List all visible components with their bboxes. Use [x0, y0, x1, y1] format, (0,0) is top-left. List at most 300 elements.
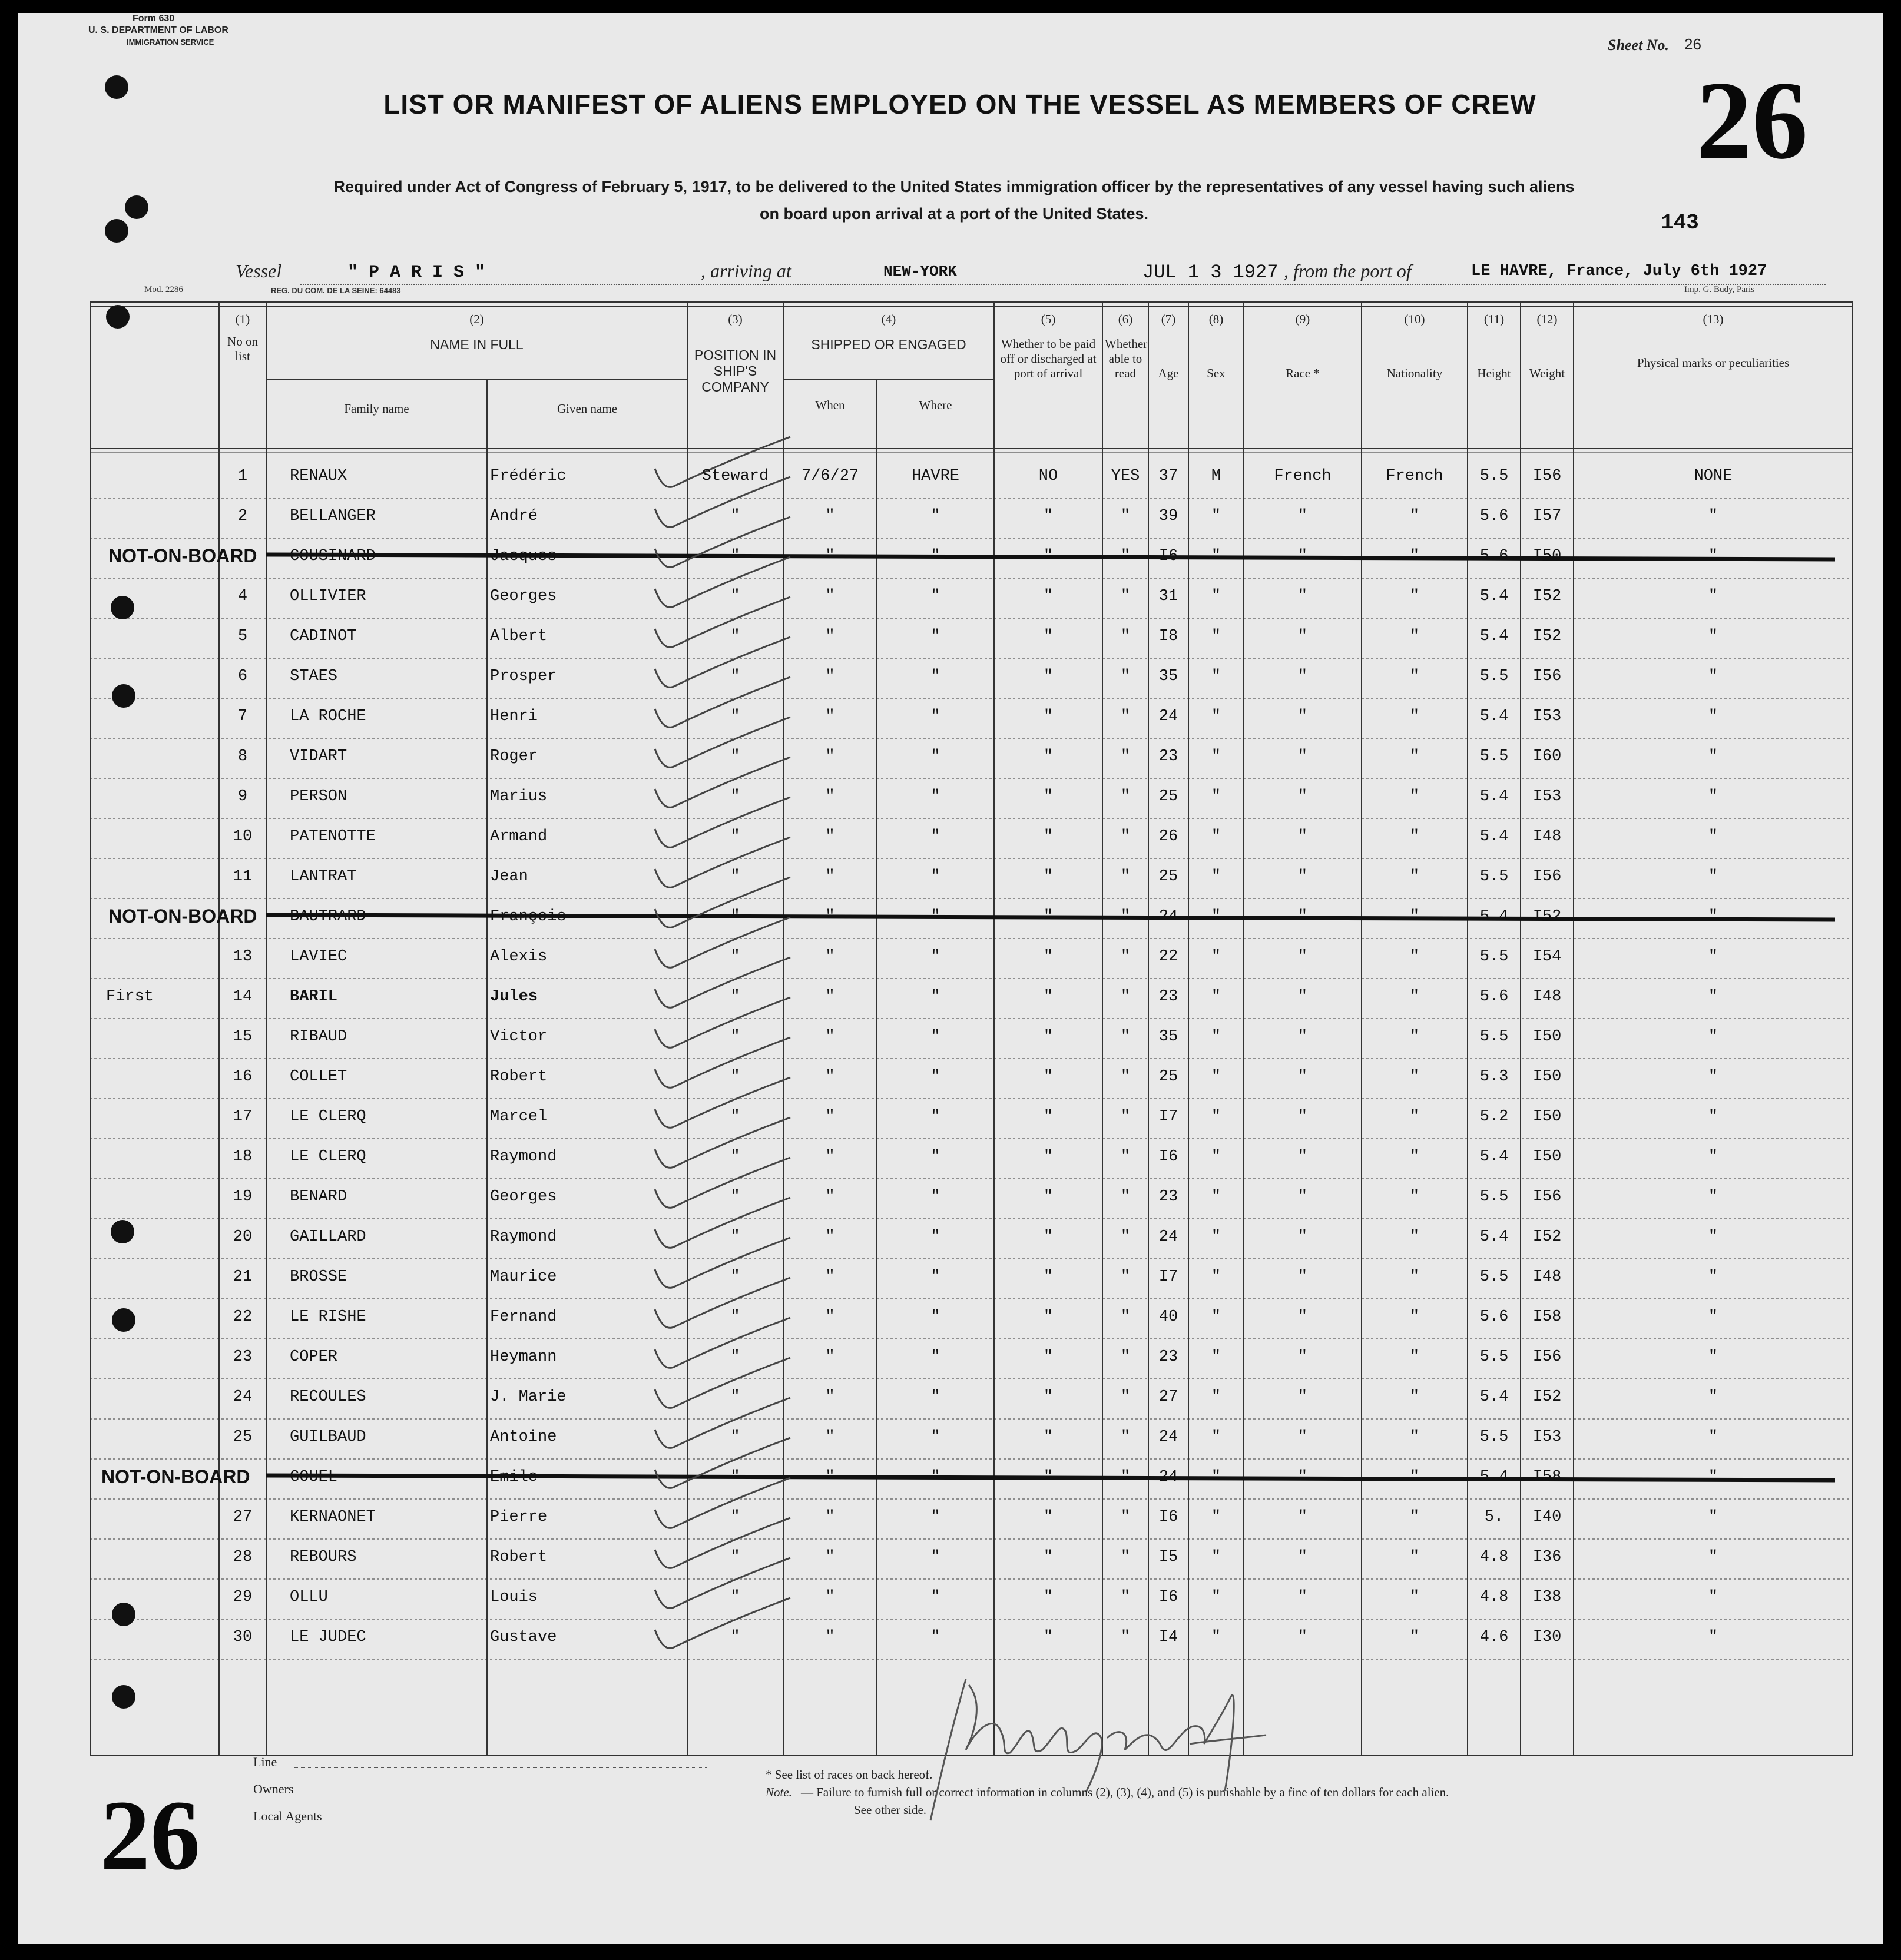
age: I6: [1158, 1588, 1178, 1606]
family-name: REBOURS: [290, 1548, 357, 1566]
stamp-number: 143: [1661, 211, 1699, 235]
row-number: 2: [237, 508, 248, 525]
height: 5.4: [1479, 1468, 1509, 1486]
position: ": [730, 628, 740, 645]
family-name-header: Family name: [344, 402, 409, 416]
sex: ": [1211, 508, 1221, 525]
position: ": [730, 908, 740, 926]
physical-marks: ": [1708, 1028, 1718, 1046]
position: ": [730, 1108, 740, 1126]
able-to-read: ": [1120, 1388, 1131, 1406]
weight: I48: [1532, 828, 1562, 845]
sex: ": [1211, 1228, 1221, 1246]
position: ": [730, 1148, 740, 1166]
race: ": [1297, 868, 1308, 886]
row-number: 17: [233, 1108, 253, 1126]
shipped-when: ": [825, 708, 835, 725]
shipped-when: ": [825, 1588, 835, 1606]
able-to-read: ": [1120, 588, 1131, 605]
able-to-read: ": [1120, 548, 1131, 565]
shipped-when: ": [825, 1348, 835, 1366]
position: ": [730, 1388, 740, 1406]
row-number: 4: [237, 588, 248, 605]
row-number: 29: [233, 1588, 253, 1606]
given-name: Henri: [490, 708, 538, 725]
nationality: ": [1409, 588, 1420, 605]
family-name: RIBAUD: [290, 1028, 347, 1046]
arriving-port: NEW-YORK: [883, 263, 957, 280]
weight: I50: [1532, 1068, 1562, 1086]
sex: ": [1211, 1588, 1221, 1606]
column-number: (7): [1161, 312, 1176, 326]
height: 5.6: [1479, 988, 1509, 1006]
sex: ": [1211, 868, 1221, 886]
shipped-when: ": [825, 1508, 835, 1526]
shipped-when: ": [825, 1548, 835, 1566]
race: ": [1297, 788, 1308, 805]
age: 26: [1158, 828, 1178, 845]
sex: ": [1211, 828, 1221, 845]
sex: ": [1211, 708, 1221, 725]
height: 5.6: [1479, 548, 1509, 565]
weight: I50: [1532, 1028, 1562, 1046]
age: I4: [1158, 1629, 1178, 1646]
shipped-where: ": [930, 1428, 940, 1446]
height: 5.5: [1479, 668, 1509, 685]
family-name: VIDART: [290, 748, 347, 765]
family-name: GAILLARD: [290, 1228, 366, 1246]
race: ": [1297, 1068, 1308, 1086]
able-to-read: ": [1120, 1228, 1131, 1246]
nationality: ": [1409, 548, 1420, 565]
crew-row: [18, 708, 1883, 729]
shipped-when: ": [825, 548, 835, 565]
position: ": [730, 1228, 740, 1246]
physical-marks: ": [1708, 668, 1718, 685]
requirement-line-1: Required under Act of Congress of February 5, 1917, to be delivered to the United States immigration officer by the representatives of any vessel having such aliens: [333, 178, 1575, 195]
crew-row: [18, 1028, 1883, 1049]
sex: ": [1211, 1308, 1221, 1326]
family-name: LE CLERQ: [290, 1148, 366, 1166]
given-name: Raymond: [490, 1228, 557, 1246]
age: 23: [1158, 1188, 1178, 1206]
age: 23: [1158, 748, 1178, 765]
column-number: (10): [1404, 312, 1425, 326]
able-to-read: ": [1120, 948, 1131, 966]
line-rule: [294, 1767, 707, 1768]
height: 5.6: [1479, 508, 1509, 525]
column-header-label: POSITION IN SHIP'S COMPANY: [694, 347, 777, 394]
shipped-when: ": [825, 788, 835, 805]
family-name: CADINOT: [290, 628, 357, 645]
shipped-when: ": [825, 1428, 835, 1446]
shipped-where: ": [930, 988, 940, 1006]
race: ": [1297, 1348, 1308, 1366]
crew-row: [18, 1348, 1883, 1369]
shipped-where: ": [930, 1548, 940, 1566]
physical-marks: ": [1708, 508, 1718, 525]
row-number: 14: [233, 988, 253, 1006]
physical-marks: ": [1708, 948, 1718, 966]
sex: ": [1211, 1108, 1221, 1126]
column-header-label: Whether able to read: [1105, 337, 1148, 380]
crew-row: [18, 1068, 1883, 1089]
able-to-read: ": [1120, 1188, 1131, 1206]
family-name: BELLANGER: [290, 508, 376, 525]
row-number: 27: [233, 1508, 253, 1526]
physical-marks: ": [1708, 1188, 1718, 1206]
given-name: Roger: [490, 748, 538, 765]
column-header-label: SHIPPED OR ENGAGED: [811, 337, 966, 352]
weight: I57: [1532, 508, 1562, 525]
sex: ": [1211, 1148, 1221, 1166]
crew-row: [18, 1188, 1883, 1209]
shipped-where: ": [930, 788, 940, 805]
race: ": [1297, 1468, 1308, 1486]
age: 37: [1158, 467, 1178, 485]
shipped-where: ": [930, 948, 940, 966]
age: 24: [1158, 1428, 1178, 1446]
family-name: BROSSE: [290, 1268, 347, 1286]
able-to-read: ": [1120, 508, 1131, 525]
shipped-when: ": [825, 748, 835, 765]
row-number: 15: [233, 1028, 253, 1046]
crew-row: [18, 1148, 1883, 1169]
age: 22: [1158, 948, 1178, 966]
races-note: * See list of races on back hereof.: [766, 1767, 933, 1782]
position: ": [730, 1268, 740, 1286]
paid-off: ": [1043, 1508, 1054, 1526]
sex: ": [1211, 908, 1221, 926]
local-agents-label: Local Agents: [253, 1809, 322, 1823]
able-to-read: ": [1120, 1629, 1131, 1646]
physical-marks: ": [1708, 1148, 1718, 1166]
given-name: Alexis: [490, 948, 548, 966]
shipped-where: ": [930, 1188, 940, 1206]
race: ": [1297, 628, 1308, 645]
row-number: 20: [233, 1228, 253, 1246]
given-name: Jacques: [490, 548, 557, 565]
able-to-read: ": [1120, 1108, 1131, 1126]
given-name: Louis: [490, 1588, 538, 1606]
punch-hole: [125, 195, 148, 219]
nationality: French: [1386, 467, 1443, 485]
crew-row: [18, 668, 1883, 689]
position: ": [730, 1588, 740, 1606]
crew-row: [18, 1308, 1883, 1329]
weight: I48: [1532, 1268, 1562, 1286]
punch-hole: [111, 596, 134, 619]
height: 5.5: [1479, 948, 1509, 966]
shipped-where: ": [930, 748, 940, 765]
family-name: STAES: [290, 668, 338, 685]
position: ": [730, 1428, 740, 1446]
height: 5.4: [1479, 828, 1509, 845]
race: ": [1297, 1388, 1308, 1406]
paid-off: ": [1043, 1308, 1054, 1326]
row-number: 9: [237, 788, 248, 805]
able-to-read: ": [1120, 1148, 1131, 1166]
paid-off: ": [1043, 1108, 1054, 1126]
shipped-where: ": [930, 1308, 940, 1326]
given-name: François: [490, 908, 567, 926]
age: I7: [1158, 1108, 1178, 1126]
position: ": [730, 588, 740, 605]
shipped-where: ": [930, 1068, 940, 1086]
nationality: ": [1409, 1348, 1420, 1366]
physical-marks: ": [1708, 908, 1718, 926]
given-name: Jean: [490, 868, 528, 886]
paid-off: ": [1043, 548, 1054, 565]
weight: I52: [1532, 1228, 1562, 1246]
height: 5.5: [1479, 868, 1509, 886]
column-number: (12): [1536, 312, 1558, 326]
age: 24: [1158, 908, 1178, 926]
sex: ": [1211, 988, 1221, 1006]
able-to-read: ": [1120, 668, 1131, 685]
shipped-when: ": [825, 1148, 835, 1166]
crew-row: [18, 467, 1883, 489]
weight: I54: [1532, 948, 1562, 966]
weight: I56: [1532, 1348, 1562, 1366]
footer-big-number: 26: [100, 1780, 200, 1891]
race: ": [1297, 508, 1308, 525]
race: ": [1297, 1629, 1308, 1646]
given-name: Georges: [490, 1188, 557, 1206]
sex: ": [1211, 788, 1221, 805]
weight: I40: [1532, 1508, 1562, 1526]
race: ": [1297, 548, 1308, 565]
race: ": [1297, 828, 1308, 845]
shipped-when: ": [825, 1268, 835, 1286]
weight: I53: [1532, 788, 1562, 805]
shipped-where: ": [930, 1028, 940, 1046]
shipped-where: ": [930, 1348, 940, 1366]
age: I8: [1158, 628, 1178, 645]
able-to-read: YES: [1111, 467, 1140, 485]
height: 5.5: [1479, 467, 1509, 485]
weight: I60: [1532, 748, 1562, 765]
position: ": [730, 1028, 740, 1046]
row-number: 18: [233, 1148, 253, 1166]
physical-marks: ": [1708, 1228, 1718, 1246]
age: 39: [1158, 508, 1178, 525]
nationality: ": [1409, 908, 1420, 926]
crew-row: [18, 1468, 1883, 1490]
able-to-read: ": [1120, 1028, 1131, 1046]
paid-off: ": [1043, 1348, 1054, 1366]
physical-marks: ": [1708, 1348, 1718, 1366]
race: ": [1297, 1588, 1308, 1606]
shipped-when: ": [825, 628, 835, 645]
nationality: ": [1409, 1108, 1420, 1126]
family-name: COLLET: [290, 1068, 347, 1086]
able-to-read: ": [1120, 988, 1131, 1006]
paid-off: ": [1043, 748, 1054, 765]
able-to-read: ": [1120, 1468, 1131, 1486]
shipped-where: ": [930, 1629, 940, 1646]
family-name: LE RISHE: [290, 1308, 366, 1326]
position: ": [730, 1508, 740, 1526]
paid-off: ": [1043, 1188, 1054, 1206]
given-name: Armand: [490, 828, 548, 845]
physical-marks: ": [1708, 1108, 1718, 1126]
race: ": [1297, 1188, 1308, 1206]
paid-off: ": [1043, 828, 1054, 845]
crew-row: [18, 1629, 1883, 1650]
row-number: 6: [237, 668, 248, 685]
age: 35: [1158, 668, 1178, 685]
race: ": [1297, 1548, 1308, 1566]
shipped-where: ": [930, 1268, 940, 1286]
weight: I52: [1532, 628, 1562, 645]
position: ": [730, 548, 740, 565]
row-number: 16: [233, 1068, 253, 1086]
nationality: ": [1409, 1068, 1420, 1086]
from-port-label: , from the port of: [1284, 260, 1412, 281]
punch-hole: [111, 1220, 134, 1243]
family-name: PERSON: [290, 788, 347, 805]
weight: I50: [1532, 1108, 1562, 1126]
physical-marks: ": [1708, 1508, 1718, 1526]
able-to-read: ": [1120, 1548, 1131, 1566]
row-number: 19: [233, 1188, 253, 1206]
registration: REG. DU COM. DE LA SEINE: 64483: [271, 286, 401, 295]
vessel-line: [236, 260, 1826, 286]
sex: ": [1211, 1468, 1221, 1486]
see-other-side: See other side.: [854, 1803, 927, 1817]
physical-marks: ": [1708, 828, 1718, 845]
crew-row: [18, 748, 1883, 769]
column-header-label: Whether to be paid off or discharged at port of arrival: [1000, 337, 1097, 380]
family-name: COPER: [290, 1348, 338, 1366]
sex: ": [1211, 668, 1221, 685]
height: 5.5: [1479, 1348, 1509, 1366]
arriving-label: , arriving at: [701, 260, 791, 281]
sheet-number: 26: [1684, 35, 1701, 53]
paid-off: ": [1043, 988, 1054, 1006]
column-header-label: Weight: [1529, 366, 1565, 380]
position: ": [730, 1348, 740, 1366]
family-name: BENARD: [290, 1188, 347, 1206]
vessel-name: " P A R I S ": [347, 263, 486, 283]
race: ": [1297, 988, 1308, 1006]
nationality: ": [1409, 1629, 1420, 1646]
shipped-when: ": [825, 988, 835, 1006]
physical-marks: ": [1708, 548, 1718, 565]
column-number: (5): [1041, 312, 1056, 326]
shipped-when: ": [825, 1028, 835, 1046]
position: ": [730, 1308, 740, 1326]
shipped-where: ": [930, 588, 940, 605]
given-name: Robert: [490, 1548, 548, 1566]
height: 5.5: [1479, 1028, 1509, 1046]
age: I6: [1158, 1148, 1178, 1166]
mod-number: Mod. 2286: [144, 285, 183, 294]
race: ": [1297, 588, 1308, 605]
manifest-sheet: [18, 13, 1883, 1944]
punch-hole: [105, 219, 128, 243]
nationality: ": [1409, 788, 1420, 805]
age: 24: [1158, 708, 1178, 725]
paid-off: ": [1043, 1068, 1054, 1086]
paid-off: ": [1043, 1228, 1054, 1246]
column-number: (6): [1118, 312, 1133, 326]
physical-marks: ": [1708, 708, 1718, 725]
position: ": [730, 988, 740, 1006]
vessel-line-rule: [300, 284, 1826, 285]
able-to-read: ": [1120, 1588, 1131, 1606]
paid-off: ": [1043, 588, 1054, 605]
crew-row: [18, 1268, 1883, 1289]
paid-off: ": [1043, 1629, 1054, 1646]
given-name-header: Given name: [557, 402, 618, 416]
requirement-line-2: on board upon arrival at a port of the United States.: [759, 205, 1149, 223]
sex: ": [1211, 588, 1221, 605]
nationality: ": [1409, 868, 1420, 886]
shipped-when: ": [825, 508, 835, 525]
shipped-when: ": [825, 868, 835, 886]
punch-hole: [112, 1308, 135, 1332]
height: 5.5: [1479, 1428, 1509, 1446]
row-number: 30: [233, 1629, 253, 1646]
column-number: (11): [1483, 312, 1505, 326]
nationality: ": [1409, 1428, 1420, 1446]
given-name: Victor: [490, 1028, 548, 1046]
sex: ": [1211, 1268, 1221, 1286]
position: ": [730, 508, 740, 525]
crew-row: [18, 868, 1883, 889]
paid-off: ": [1043, 1548, 1054, 1566]
where-header: Where: [919, 398, 952, 412]
weight: I53: [1532, 1428, 1562, 1446]
shipped-where: ": [930, 908, 940, 926]
weight: I36: [1532, 1548, 1562, 1566]
race: ": [1297, 1028, 1308, 1046]
able-to-read: ": [1120, 908, 1131, 926]
crew-row: [18, 1388, 1883, 1410]
weight: I56: [1532, 868, 1562, 886]
physical-marks: ": [1708, 1548, 1718, 1566]
able-to-read: ": [1120, 788, 1131, 805]
given-name: Antoine: [490, 1428, 557, 1446]
given-name: Prosper: [490, 668, 557, 685]
sex: ": [1211, 1548, 1221, 1566]
shipped-where: ": [930, 628, 940, 645]
position: ": [730, 828, 740, 845]
shipped-when: ": [825, 948, 835, 966]
height: 5.4: [1479, 788, 1509, 805]
paid-off: NO: [1038, 467, 1058, 485]
height: 5.4: [1479, 1228, 1509, 1246]
nationality: ": [1409, 948, 1420, 966]
height: 5.4: [1479, 1388, 1509, 1406]
crew-row: [18, 988, 1883, 1009]
family-name: GUILBAUD: [290, 1428, 366, 1446]
form-number: Form 630: [133, 14, 175, 24]
paid-off: ": [1043, 628, 1054, 645]
crew-row: [18, 628, 1883, 649]
crew-row: [18, 1588, 1883, 1610]
not-on-board-stamp: NOT-ON-BOARD: [101, 1466, 250, 1487]
able-to-read: ": [1120, 708, 1131, 725]
paid-off: ": [1043, 668, 1054, 685]
age: 24: [1158, 1228, 1178, 1246]
family-name: LE JUDEC: [290, 1629, 366, 1646]
given-name: Pierre: [490, 1508, 548, 1526]
shipped-where: ": [930, 508, 940, 525]
weight: I58: [1532, 1468, 1562, 1486]
